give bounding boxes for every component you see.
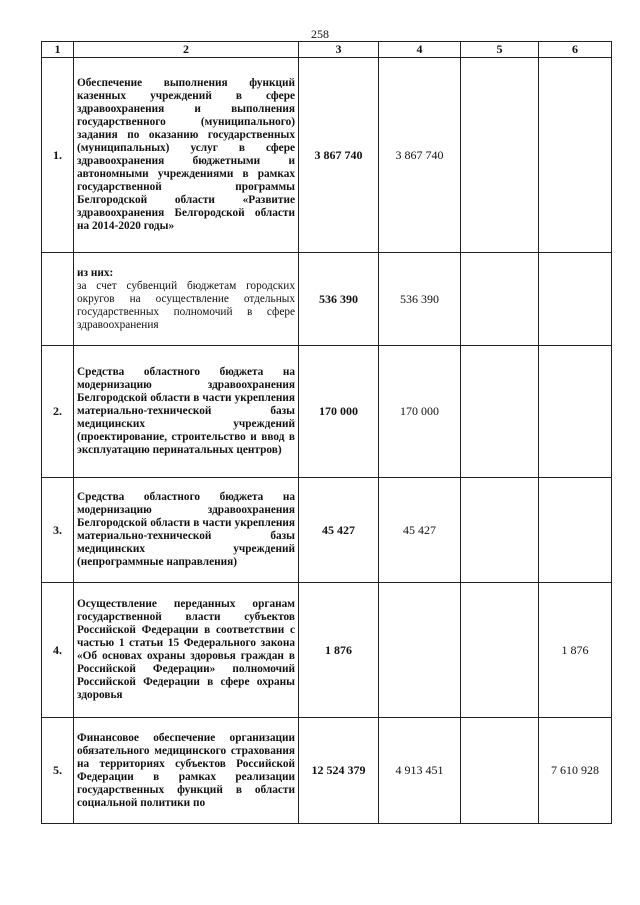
cell-col-6 <box>539 346 612 478</box>
row-description-text: Финансовое обеспечение организации обязательного медицинского страхования на территориях субъектов Российской Федерации в рамках реализации государственных функций в области социальной политики по <box>77 731 295 809</box>
cell-col-3: 170 000 <box>299 346 379 478</box>
header-col-6: 6 <box>539 42 612 58</box>
table-row <box>42 583 612 718</box>
cell-col-5 <box>461 346 539 478</box>
table-row <box>42 58 612 253</box>
row-description <box>74 478 299 583</box>
table-row <box>42 478 612 583</box>
cell-col-6 <box>539 58 612 253</box>
row-description-text: Обеспечение выполнения функций казенных учреждений в сфере здравоохранения и выполнения государственного (муниципального) задания по оказанию государственных (муниципальных) услуг в сфере здравоохранения бюджетными и автономными учреждениями в рамках государственной программы Белгородской области «Развитие здравоохранения Белгородской области на 2014-2020 годы» <box>77 77 295 232</box>
cell-col-4: 536 390 <box>379 253 461 346</box>
cell-col-3: 12 524 379 <box>299 718 379 824</box>
row-description-text: Средства областного бюджета на модернизацию здравоохранения Белгородской области в части укрепления материально-технической базы медицинских учреждений (проектирование, строительство и ввод в эксплуатацию перинатальных центров) <box>77 366 295 456</box>
row-description-text: за счет субвенций бюджетам городских округов на осуществление отдельных государственных полномочий в сфере здравоохранения <box>77 279 295 331</box>
cell-col-6: 7 610 928 <box>539 718 612 824</box>
cell-col-5 <box>461 478 539 583</box>
header-col-4: 4 <box>379 42 461 58</box>
row-number: 3. <box>42 478 74 583</box>
row-number: 4. <box>42 583 74 718</box>
cell-col-3: 3 867 740 <box>299 58 379 253</box>
table-row <box>42 253 612 346</box>
cell-col-3: 536 390 <box>299 253 379 346</box>
header-col-3: 3 <box>299 42 379 58</box>
cell-col-6 <box>539 253 612 346</box>
cell-col-3: 45 427 <box>299 478 379 583</box>
row-description <box>74 346 299 478</box>
cell-col-5 <box>461 58 539 253</box>
row-description <box>74 253 299 346</box>
header-col-1: 1 <box>42 42 74 58</box>
row-description <box>74 58 299 253</box>
row-number: 1. <box>42 58 74 253</box>
table-row <box>42 718 612 824</box>
cell-col-5 <box>461 718 539 824</box>
cell-col-3: 1 876 <box>299 583 379 718</box>
header-col-5: 5 <box>461 42 539 58</box>
header-row <box>42 42 612 58</box>
budget-table <box>41 41 612 824</box>
row-description-text: Осуществление переданных органам государственной власти субъектов Российской Федерации в соответствии с частью 1 статьи 15 Федерального закона «Об основах охраны здоровья граждан в Российской Федерации» полномочий Российской Федерации в сфере охраны здоровья <box>77 598 295 701</box>
row-number: 5. <box>42 718 74 824</box>
row-description <box>74 583 299 718</box>
row-number: 2. <box>42 346 74 478</box>
cell-col-4: 4 913 451 <box>379 718 461 824</box>
row-number <box>42 253 74 346</box>
cell-col-5 <box>461 583 539 718</box>
cell-col-5 <box>461 253 539 346</box>
cell-col-4: 170 000 <box>379 346 461 478</box>
page-number: 258 <box>311 27 329 41</box>
cell-col-4: 3 867 740 <box>379 58 461 253</box>
cell-col-4 <box>379 583 461 718</box>
row-description-heading: из них: <box>77 266 114 279</box>
cell-col-6 <box>539 478 612 583</box>
cell-col-6: 1 876 <box>539 583 612 718</box>
table-row <box>42 346 612 478</box>
row-description <box>74 718 299 824</box>
row-description-text: Средства областного бюджета на модернизацию здравоохранения Белгородской области в части укрепления материально-технической базы медицинских учреждений (непрограммные направления) <box>77 491 295 568</box>
cell-col-4: 45 427 <box>379 478 461 583</box>
header-col-2: 2 <box>74 42 299 58</box>
